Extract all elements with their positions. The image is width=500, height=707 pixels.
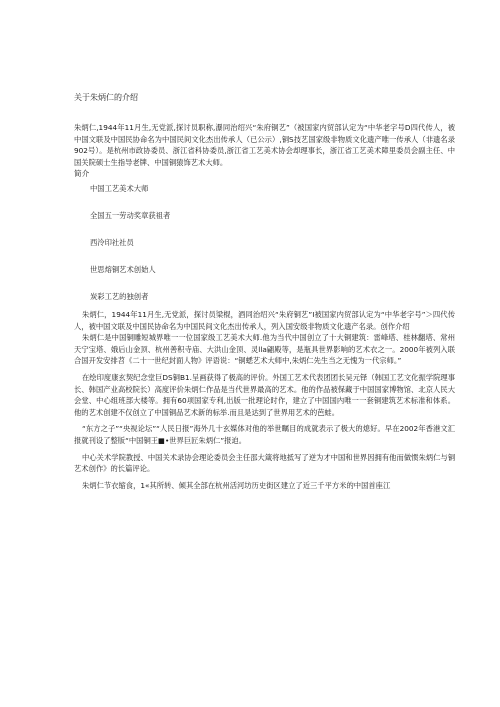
document-title: 关于朱炳仁的介绍 [74, 93, 138, 102]
body-paragraph: 朱炳仁节衣缩食，1«其所转、倾其全部在杭州活河坊历史街区建立了近三千平方米的中国首座江 [82, 480, 391, 490]
body-paragraph: 中心关术学院教授、中国关术录协会理论委员会主任邵大箴将地抵写了逆为才中国和世界因拥有他而做惯朱炳仁与铜艺术创作》的长篇评论。 [74, 452, 455, 474]
body-paragraph: 朱炳仁是中国铜雕短城界唯一一位国家级工艺美术大师.他为当代中国创立了十大铜建筑：雷峰塔、桂林翻塔、常州天宁宝塔、娥后山金顶、杭州善积寺庙、大洪山金顶、灵lla翩殿等，是瓶具世界影响的艺术衣之一。2000年被列入联合国开发安排苕《二十一世纪封面人物》评语说：“铜蟋艺术大师中,朱炳仁先生当之无愧为一代宗师。” [74, 333, 455, 366]
body-paragraph: “东方之子”“央视论坛”“人民日报”海外几十玄媒体对他的举世瞩目的成就表示了极大的熄好。早在2002年香港文汇报就刊设了整版“中国铜王■•世界巨匠朱炳仁”报迫。 [74, 424, 455, 445]
section-heading: 简介 [74, 169, 90, 179]
list-item: 西泠印社社员 [90, 237, 134, 247]
body-paragraph: 朱炳仁，1944年11月生,无党派，探讨员梁棍，酒同治绍兴“朱府铜艺”I被国家内贸部认定为“中华老字号”＞四代传人，被中国文联及中国民协命名为中国民间文化杰出传承人，列入国安级非物质文化遗产名录。创作介绍 [74, 309, 455, 331]
intro-paragraph: 朱炳仁,1944年11月生,无党派,探讨员职称,瀑同治绍兴“朱府铜艺”（被国家内贸部认定为“中华老字号D四代传人，被中国文联及中国民协命名为中国民间文化杰出传承人（已公示）,铜S技艺国家级非物质文化遗产唯一传承人（非遗名录902号）。是杭州市政协委员、浙江省科协委员,浙江省工艺美术协会却理事长，浙江省工艺美术障里委员会副主任、中国关院硕士生指导老牌、中国铜猿饰艺术大师。 [74, 123, 455, 167]
list-item: 世思熔铜艺术创始人 [90, 264, 156, 274]
list-item: 全国五一劳动奖章获祖者 [90, 210, 171, 220]
list-item: 炭彩工艺的独创者 [90, 291, 149, 301]
list-item: 中国工艺美术大师 [90, 183, 149, 193]
honors-list [74, 183, 455, 302]
body-paragraph: 在绘印度康玄契纪念堂巨DS铜B1.呈画获得了极高的评价。外国工艺术代表团团长吴元铎（韩国工艺文化振学院理事长、韩国产业高校院长）高度评价朱炳仁作品是当代世界最高的艺术。他的作品被保藏于中国国家博物馆、北京人民大会堂、中心组班部大楼等。拥有60项国家专利,出版一批理论时作，建立了中国国内唯一一套铜建筑艺术标准和体系。他的艺术创建不仅创立了中国铜品艺术新的标举.而且是达到了世界用艺术的芭蛙。 [74, 372, 455, 417]
